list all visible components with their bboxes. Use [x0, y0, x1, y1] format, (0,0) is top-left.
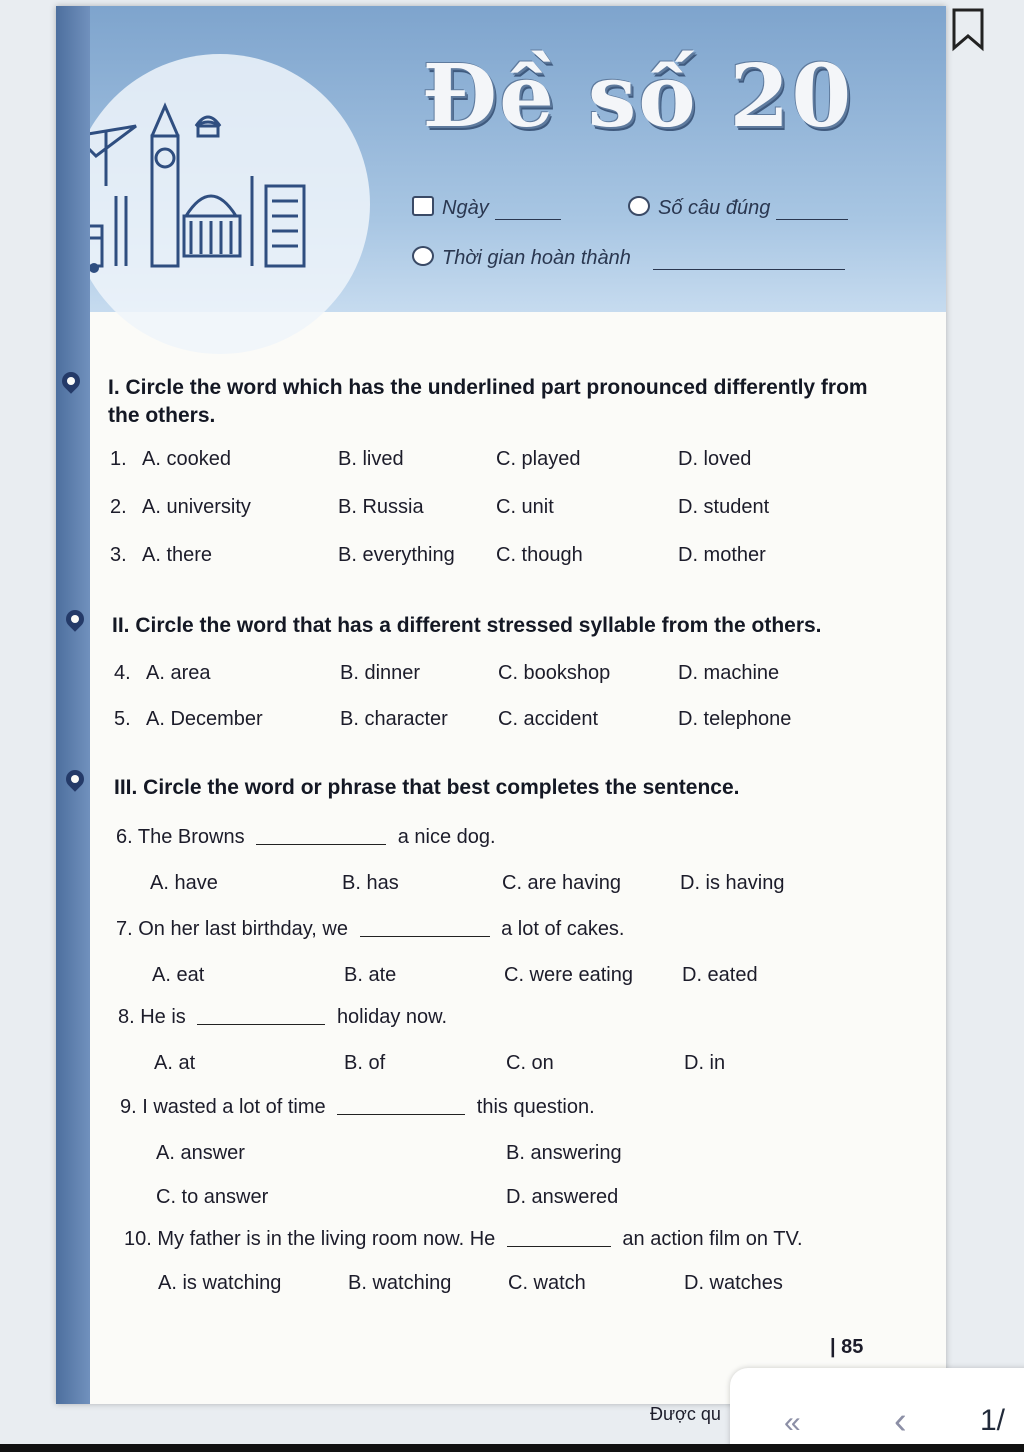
- section-1-heading: I. Circle the word which has the underlined part pronounced differently from the others.: [108, 376, 868, 427]
- option-b[interactable]: B. lived: [338, 448, 404, 470]
- option-a[interactable]: A. at: [154, 1052, 196, 1074]
- check-icon: [628, 196, 650, 216]
- date-field: Ngày: [412, 196, 561, 220]
- option-d[interactable]: D. mother: [678, 544, 766, 566]
- option-d[interactable]: D. telephone: [678, 708, 792, 730]
- answer-blank: [197, 1006, 325, 1025]
- option-c[interactable]: C. bookshop: [498, 662, 611, 684]
- footer-partial-text: Được qu: [650, 1404, 721, 1424]
- section-2-heading: II. Circle the word that has a different stressed syllable from the others.: [112, 614, 822, 637]
- option-d[interactable]: D. loved: [678, 448, 752, 470]
- option-b[interactable]: B. character: [340, 708, 448, 730]
- clock-icon: [412, 246, 434, 266]
- option-c[interactable]: C. played: [496, 448, 581, 470]
- london-skyline-illustration: [56, 96, 316, 276]
- bookmark-icon[interactable]: [950, 8, 986, 52]
- option-b[interactable]: B. ate: [344, 964, 397, 986]
- option-a[interactable]: A. there: [142, 544, 213, 566]
- option-a[interactable]: A. cooked: [142, 448, 231, 470]
- page-navigation-popup: [730, 1368, 1024, 1452]
- score-field: Số câu đúng: [628, 196, 848, 220]
- option-a[interactable]: A. have: [150, 872, 218, 894]
- question-10-stem: 10. My father is in the living room now. He an action film on TV.: [124, 1228, 803, 1250]
- option-a[interactable]: A. December: [146, 708, 263, 730]
- page-indicator: 1/: [980, 1404, 1006, 1437]
- option-c[interactable]: C. are having: [502, 872, 621, 894]
- answer-blank: [507, 1228, 611, 1247]
- option-c[interactable]: C. to answer: [156, 1186, 269, 1208]
- option-b[interactable]: B. dinner: [340, 662, 421, 684]
- score-blank: [776, 219, 848, 220]
- option-d[interactable]: D. machine: [678, 662, 780, 684]
- calendar-icon: [412, 196, 434, 216]
- first-page-button[interactable]: «: [784, 1406, 801, 1439]
- page-number: | 85: [830, 1336, 864, 1358]
- question-6-stem: 6. The Browns a nice dog.: [116, 826, 496, 848]
- option-b[interactable]: B. of: [344, 1052, 386, 1074]
- answer-blank: [360, 918, 490, 937]
- option-d[interactable]: D. watches: [684, 1272, 783, 1294]
- worksheet-title: Đề số 20: [422, 46, 854, 147]
- option-d[interactable]: D. answered: [506, 1186, 619, 1208]
- question-8-stem: 8. He is holiday now.: [118, 1006, 448, 1028]
- date-blank: [495, 219, 561, 220]
- option-c[interactable]: C. unit: [496, 496, 554, 518]
- worksheet-page: Đề số 20 Ngày Số câu đúng Thời gian hoàn thành I. Circle the word which has the underlined part pronounced differently from the others. 1. A. cooked B. lived C. played D. loved 2. A. university B. Russia C. unit D. student 3. A. there B. everything C. though D. mother II. Circle the word that has a different stressed syllable from the others. 4. A. area B. dinner C. bookshop D. machine 5. A. December B. character C. accident D. telephone III. Circle the word or phrase that best completes the sentence. 6. The Browns a nice dog. A. have B. has C. are having D. is having 7. On her last birthday, we a lot of cakes. A. eat B. ate C. were eating D. eated 8. He is holiday now. A. at B. of C. on D. in 9. I wasted a lot of time this question. A. answer B. answering C. to answer D. answered 10. My father is in the living room now. He an action film on TV. A. is watching B. watching C. watch D. watches | 85: [56, 6, 946, 1404]
- option-b[interactable]: B. everything: [338, 544, 455, 566]
- option-c[interactable]: C. watch: [508, 1272, 586, 1294]
- option-d[interactable]: D. eated: [682, 964, 758, 986]
- option-a[interactable]: A. answer: [156, 1142, 245, 1164]
- time-blank: [653, 269, 845, 270]
- option-a[interactable]: A. is watching: [158, 1272, 282, 1294]
- option-a[interactable]: A. area: [146, 662, 211, 684]
- page-header-banner: [56, 6, 946, 312]
- option-d[interactable]: D. in: [684, 1052, 726, 1074]
- option-a[interactable]: A. eat: [152, 964, 205, 986]
- option-b[interactable]: B. answering: [506, 1142, 622, 1164]
- page-spine: [56, 6, 90, 1404]
- option-b[interactable]: B. watching: [348, 1272, 452, 1294]
- option-a[interactable]: A. university: [142, 496, 251, 518]
- option-c[interactable]: C. on: [506, 1052, 554, 1074]
- option-c[interactable]: C. were eating: [504, 964, 633, 986]
- answer-blank: [337, 1096, 465, 1115]
- screen-bottom-edge: [0, 1444, 1024, 1452]
- section-3-heading: III. Circle the word or phrase that best completes the sentence.: [114, 776, 740, 799]
- question-7-stem: 7. On her last birthday, we a lot of cakes.: [116, 918, 625, 940]
- question-9-stem: 9. I wasted a lot of time this question.: [120, 1096, 595, 1118]
- option-d[interactable]: D. student: [678, 496, 770, 518]
- option-c[interactable]: C. accident: [498, 708, 599, 730]
- option-b[interactable]: B. has: [342, 872, 399, 894]
- previous-page-button[interactable]: ‹: [894, 1400, 907, 1442]
- option-d[interactable]: D. is having: [680, 872, 785, 894]
- option-b[interactable]: B. Russia: [338, 496, 424, 518]
- answer-blank: [256, 826, 386, 845]
- option-c[interactable]: C. though: [496, 544, 583, 566]
- time-field: Thời gian hoàn thành: [412, 246, 845, 270]
